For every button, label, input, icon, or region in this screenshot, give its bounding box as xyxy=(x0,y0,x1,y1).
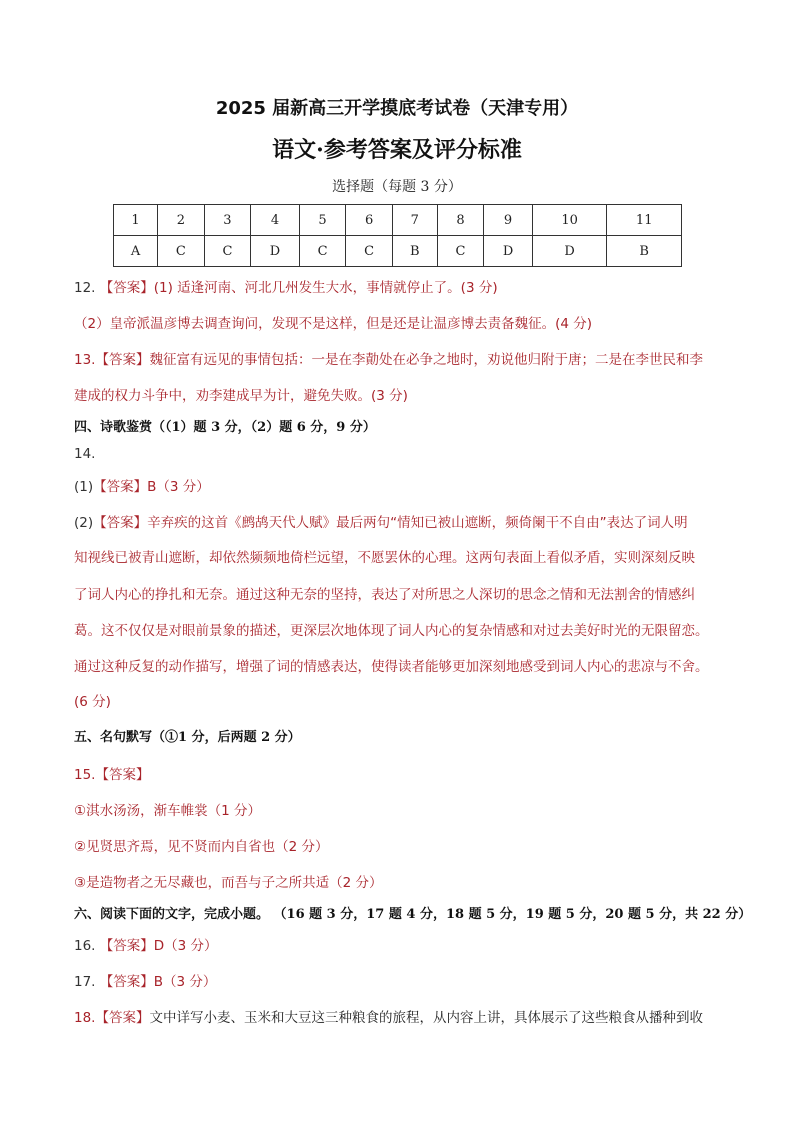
table-cell: B xyxy=(392,236,437,267)
table-cell: C xyxy=(299,236,346,267)
table-cell: 4 xyxy=(251,205,300,236)
answer-text: (1) 适逢河南、河北几州发生大水，事情就停止了。(3 分) xyxy=(153,280,498,296)
section-4-heading: 四、诗歌鉴赏（（1）题 3 分，（2）题 6 分，9 分） xyxy=(74,420,376,435)
answer-row xyxy=(114,236,682,267)
table-cell: 1 xyxy=(114,205,158,236)
table-cell: 9 xyxy=(484,205,533,236)
table-cell: 10 xyxy=(532,205,607,236)
table-cell: D xyxy=(484,236,533,267)
table-cell: C xyxy=(204,236,251,267)
table-cell: 7 xyxy=(392,205,437,236)
answer-14-2-line2: 知视线已被青山遮断，却依然频频地倚栏远望，不愿罢休的心理。这两句表面上看似矛盾，实则深刻反映 xyxy=(74,550,695,566)
answer-text: 辛弃疾的这首《鹧鸪天代人赋》最后两句“情知已被山遮断，频倚阑干不自由”表达了词人明 xyxy=(147,515,688,531)
answer-15-item3: ③是造物者之无尽藏也，而吾与子之所共适（2 分） xyxy=(74,875,383,891)
answer-tag: 【答案】 xyxy=(93,479,148,495)
section-6-heading: 六、阅读下面的文字，完成小题。 （16 题 3 分，17 题 4 分，18 题 5 分，19 题 5 分，20 题 5 分，共 22 分） xyxy=(74,907,752,922)
answer-15-item1: ①淇水汤汤，渐车帷裳（1 分） xyxy=(74,803,261,819)
answer-12-line2: （2）皇帝派温彦博去调查询问，发现不是这样，但是还是让温彦博去责备魏征。(4 分) xyxy=(74,316,593,332)
question-number: 12. xyxy=(74,280,100,296)
question-number-row xyxy=(114,205,682,236)
question-number: 18. xyxy=(74,1010,96,1026)
table-cell: C xyxy=(158,236,205,267)
table-cell: A xyxy=(114,236,158,267)
table-cell: C xyxy=(437,236,484,267)
answer-tag: 13.【答案】 xyxy=(74,352,150,368)
exam-subtitle: 语文·参考答案及评分标准 xyxy=(272,137,522,163)
answer-text: B（3 分） xyxy=(153,974,217,990)
answer-14-2-line6: (6 分) xyxy=(74,694,111,710)
answer-15-heading: 15.【答案】 xyxy=(74,767,150,783)
answer-13-line2: 建成的权力斗争中，劝李建成早为计，避免失败。(3 分) xyxy=(74,388,408,404)
answer-text: D（3 分） xyxy=(153,938,218,954)
answer-14-1 xyxy=(74,475,210,495)
answer-14-2-line5: 通过这种反复的动作描写，增强了词的情感表达，使得读者能够更加深刻地感受到词人内心的悲凉与不舍。 xyxy=(74,659,709,675)
exam-title: 2025 届新高三开学摸底考试卷（天津专用） xyxy=(215,98,579,119)
section-5-heading: 五、名句默写（①1 分，后两题 2 分） xyxy=(74,730,301,745)
answer-tag: 【答案】 xyxy=(95,1010,150,1026)
table-cell: 3 xyxy=(204,205,251,236)
question-14-number: 14. xyxy=(74,446,96,462)
answer-14-2-line3: 了词人内心的挣扎和无奈。通过这种无奈的坚持，表达了对所思之人深切的思念之情和无法割舍的情感纠 xyxy=(74,587,695,603)
answer-tag: 【答案】 xyxy=(99,974,154,990)
answer-tag: 【答案】 xyxy=(99,938,154,954)
question-number: 17. xyxy=(74,974,100,990)
choice-answer-table xyxy=(113,204,682,267)
answer-16 xyxy=(74,934,218,954)
table-cell: 8 xyxy=(437,205,484,236)
subquestion-number: (2) xyxy=(74,515,94,531)
question-number: 16. xyxy=(74,938,100,954)
table-cell: C xyxy=(346,236,393,267)
table-cell: 2 xyxy=(158,205,205,236)
table-cell: D xyxy=(532,236,607,267)
table-cell: 11 xyxy=(607,205,682,236)
answer-text: 魏征富有远见的事情包括：一是在李勣处在必争之地时，劝说他归附于唐；二是在李世民和李 xyxy=(149,352,703,368)
answer-text: 文中详写小麦、玉米和大豆这三种粮食的旅程，从内容上讲，具体展示了这些粮食从播种到收 xyxy=(149,1010,703,1026)
table-cell: D xyxy=(251,236,300,267)
answer-14-2-line4: 葛。这不仅仅是对眼前景象的描述，更深层次地体现了词人内心的复杂情感和对过去美好时光的无限留恋。 xyxy=(74,623,709,639)
answer-18-line1 xyxy=(74,1006,703,1026)
table-cell: B xyxy=(607,236,682,267)
answer-17 xyxy=(74,970,216,990)
table-cell: 6 xyxy=(346,205,393,236)
answer-text: B（3 分） xyxy=(147,479,210,495)
answer-tag: 【答案】 xyxy=(93,515,148,531)
answer-12-line1 xyxy=(74,276,498,296)
answer-tag: 【答案】 xyxy=(99,280,154,296)
table-cell: 5 xyxy=(299,205,346,236)
answer-14-2-line1 xyxy=(74,511,688,531)
answer-15-item2: ②见贤思齐焉，见不贤而内自省也（2 分） xyxy=(74,839,329,855)
answer-13-line1 xyxy=(74,348,703,368)
choice-caption: 选择题（每题 3 分） xyxy=(332,179,462,195)
subquestion-number: (1) xyxy=(74,479,94,495)
